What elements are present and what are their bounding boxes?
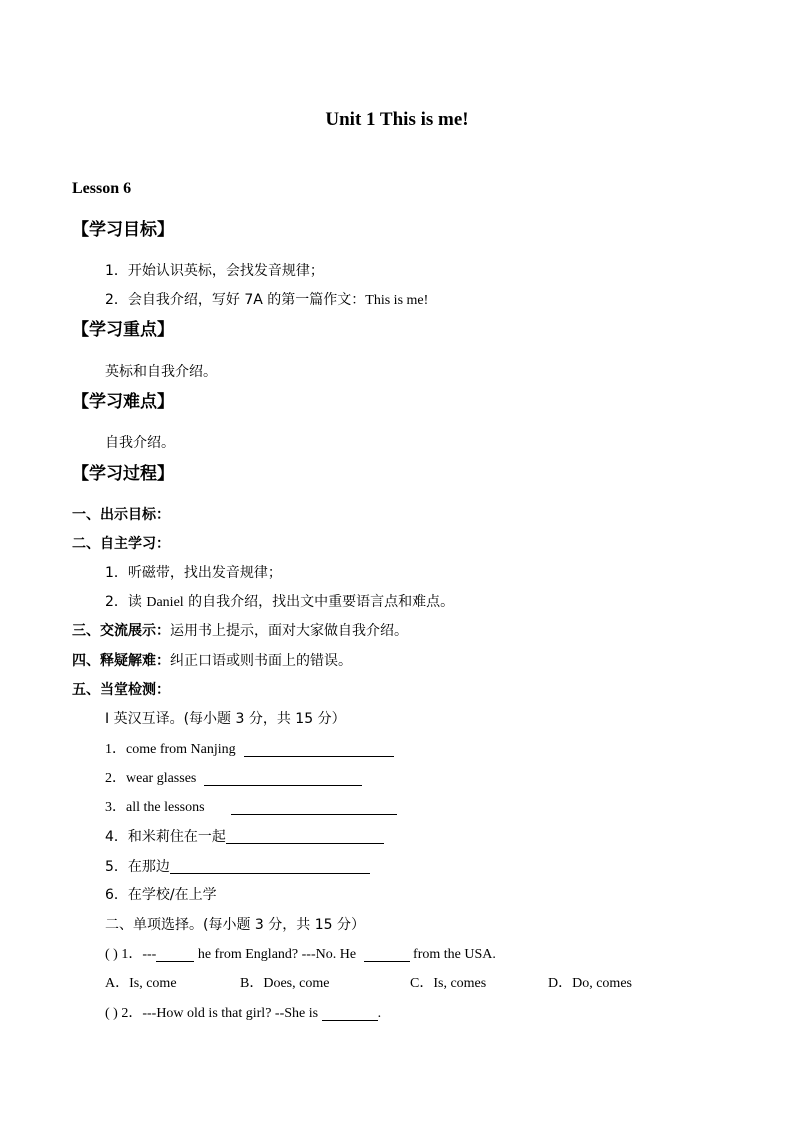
exercise-1-item: 2．wear glasses bbox=[105, 771, 362, 786]
goal-item-2-en: This is me! bbox=[365, 293, 429, 308]
exercise-1-item: 3．all the lessons bbox=[105, 800, 397, 815]
exercise-1-heading: I 英汉互译。(每小题 3 分，共 15 分） bbox=[105, 711, 346, 727]
lesson-label: Lesson 6 bbox=[72, 180, 132, 197]
answer-blank[interactable] bbox=[231, 800, 397, 815]
exercise-2-heading: 二、单项选择。(每小题 3 分，共 15 分） bbox=[105, 917, 365, 933]
goal-item-2 bbox=[105, 293, 428, 308]
step-5: 五、当堂检测： bbox=[72, 682, 170, 698]
question-1: ( ) 1．--- he from England? ---No. He from the USA. bbox=[105, 947, 496, 962]
difficulty-heading: 【学习难点】 bbox=[72, 392, 174, 412]
question-1-option-b: B．Does, come bbox=[240, 976, 330, 991]
step-2-item-1: 1．听磁带，找出发音规律； bbox=[105, 565, 282, 581]
step-2-item-2: 2．读 Daniel 的自我介绍，找出文中重要语言点和难点。 bbox=[105, 594, 455, 610]
goal-item-2-zh: 2．会自我介绍，写好 7A 的第一篇作文： bbox=[105, 292, 366, 308]
step-1: 一、出示目标： bbox=[72, 507, 170, 523]
process-heading: 【学习过程】 bbox=[72, 464, 174, 484]
exercise-1-item: 5．在那边 bbox=[105, 859, 370, 874]
answer-blank[interactable] bbox=[244, 742, 394, 757]
answer-paren[interactable]: ( ) bbox=[105, 1006, 118, 1021]
answer-blank[interactable] bbox=[226, 829, 384, 844]
answer-paren[interactable]: ( ) bbox=[105, 947, 118, 962]
exercise-1-item: 6．在学校/在上学 bbox=[105, 887, 217, 903]
step-4: 四、释疑解难：纠正口语或则书面上的错误。 bbox=[72, 653, 352, 669]
question-1-option-c: C．Is, comes bbox=[410, 976, 487, 991]
exercise-1-item: 4．和米莉住在一起 bbox=[105, 829, 384, 844]
goals-heading: 【学习目标】 bbox=[72, 220, 174, 240]
answer-blank[interactable] bbox=[322, 1006, 378, 1021]
question-1-option-d: D．Do, comes bbox=[548, 976, 632, 991]
question-1-option-a: A．Is, come bbox=[105, 976, 177, 991]
answer-blank[interactable] bbox=[204, 771, 362, 786]
step-3: 三、交流展示：运用书上提示，面对大家做自我介绍。 bbox=[72, 623, 408, 639]
answer-blank[interactable] bbox=[156, 947, 194, 962]
question-2: ( ) 2．---How old is that girl? --She is . bbox=[105, 1006, 382, 1021]
difficulty-text: 自我介绍。 bbox=[105, 435, 175, 451]
answer-blank[interactable] bbox=[364, 947, 410, 962]
focus-text: 英标和自我介绍。 bbox=[105, 364, 217, 380]
page-title: Unit 1 This is me! bbox=[325, 109, 469, 130]
focus-heading: 【学习重点】 bbox=[72, 320, 174, 340]
goal-item-1: 1．开始认识英标，会找发音规律； bbox=[105, 263, 324, 279]
exercise-1-item: 1．come from Nanjing bbox=[105, 742, 394, 757]
answer-blank[interactable] bbox=[170, 859, 370, 874]
step-2: 二、自主学习： bbox=[72, 536, 170, 552]
